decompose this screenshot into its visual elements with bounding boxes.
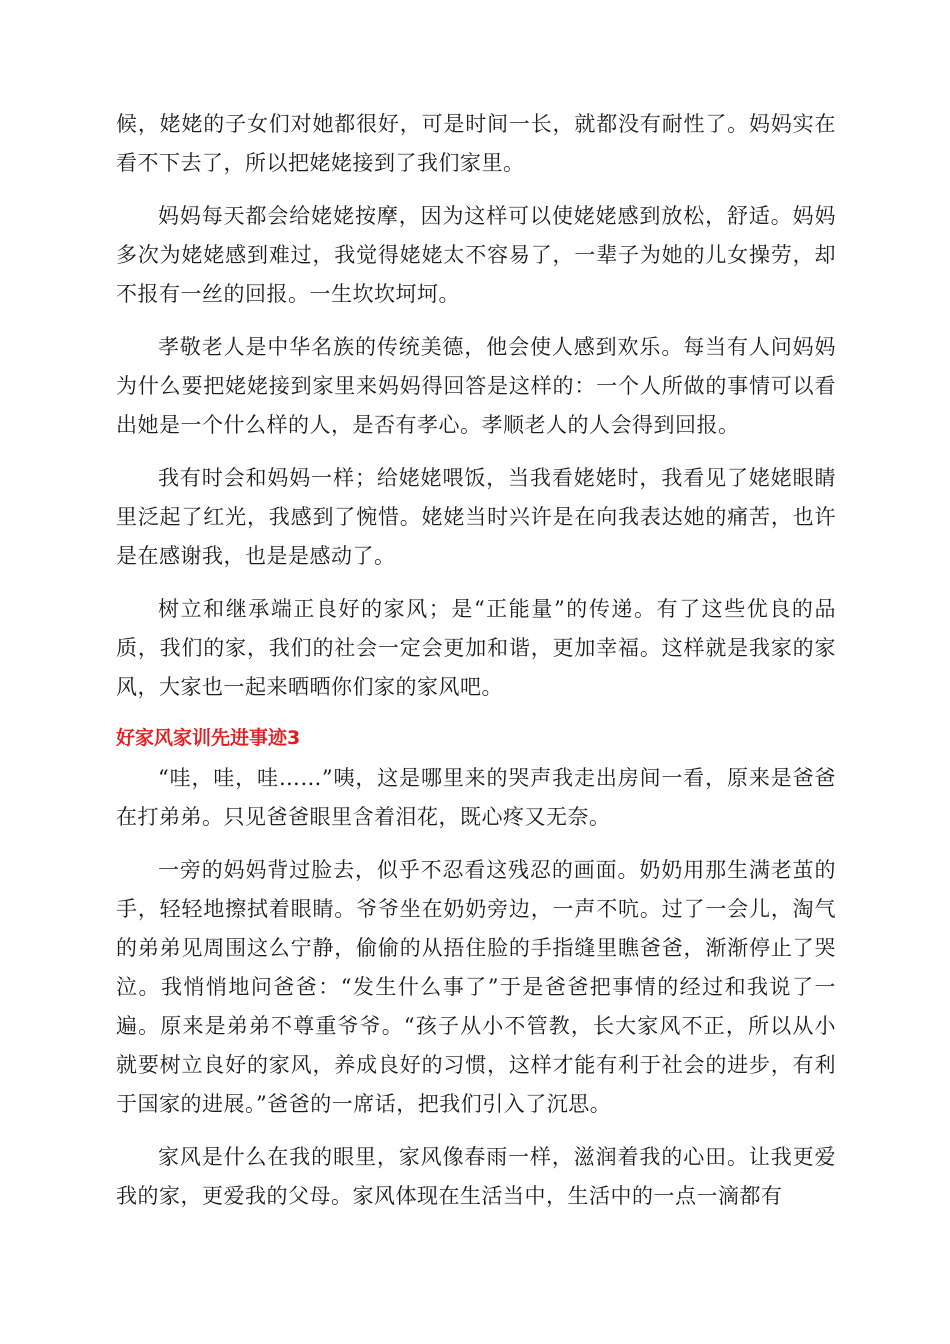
paragraph: 树立和继承端正良好的家风；是“正能量”的传递。有了这些优良的品质，我们的家，我们的社会一定会更加和谐，更加幸福。这样就是我家的家风，大家也一起来晒晒你们家的家风吧。 (116, 597, 836, 699)
paragraph: 妈妈每天都会给姥姥按摩，因为这样可以使姥姥感到放松，舒适。妈妈多次为姥姥感到难过，我觉得姥姥太不容易了，一辈子为她的儿女操劳，却不报有一丝的回报。一生坎坎坷坷。 (116, 204, 836, 306)
paragraph: 孝敬老人是中华名族的传统美德，他会使人感到欢乐。每当有人问妈妈为什么要把姥姥接到家里来妈妈得回答是这样的：一个人所做的事情可以看出她是一个什么样的人，是否有孝心。孝顺老人的人会得到回报。 (116, 335, 836, 437)
paragraph: 一旁的妈妈背过脸去，似乎不忍看这残忍的画面。奶奶用那生满老茧的手，轻轻地擦拭着眼睛。爷爷坐在奶奶旁边，一声不吭。过了一会儿，淘气的弟弟见周围这么宁静，偷偷的从捂住脸的手指缝里瞧爸爸，渐渐停止了哭泣。我悄悄地问爸爸：“发生什么事了”于是爸爸把事情的经过和我说了一遍。原来是弟弟不尊重爷爷。“孩子从小不管教，长大家风不正，所以从小就要树立良好的家风，养成良好的习惯，这样才能有利于社会的进步，有利于国家的进展。”爸爸的一席话，把我们引入了沉思。 (116, 858, 836, 1116)
paragraph: “哇，哇，哇……”咦，这是哪里来的哭声我走出房间一看，原来是爸爸在打弟弟。只见爸爸眼里含着泪花，既心疼又无奈。 (116, 766, 836, 829)
section-heading: 好家风家训先进事迹3 (116, 727, 301, 749)
document-body (116, 105, 836, 1230)
paragraph: 候，姥姥的子女们对她都很好，可是时间一长，就都没有耐性了。妈妈实在看不下去了，所以把姥姥接到了我们家里。 (116, 112, 836, 175)
paragraph: 家风是什么在我的眼里，家风像春雨一样，滋润着我的心田。让我更爱我的家，更爱我的父母。家风体现在生活当中，生活中的一点一滴都有 (116, 1145, 836, 1208)
paragraph: 我有时会和妈妈一样；给姥姥喂饭，当我看姥姥时，我看见了姥姥眼睛里泛起了红光，我感到了惋惜。姥姥当时兴许是在向我表达她的痛苦，也许是在感谢我，也是是感动了。 (116, 466, 836, 568)
